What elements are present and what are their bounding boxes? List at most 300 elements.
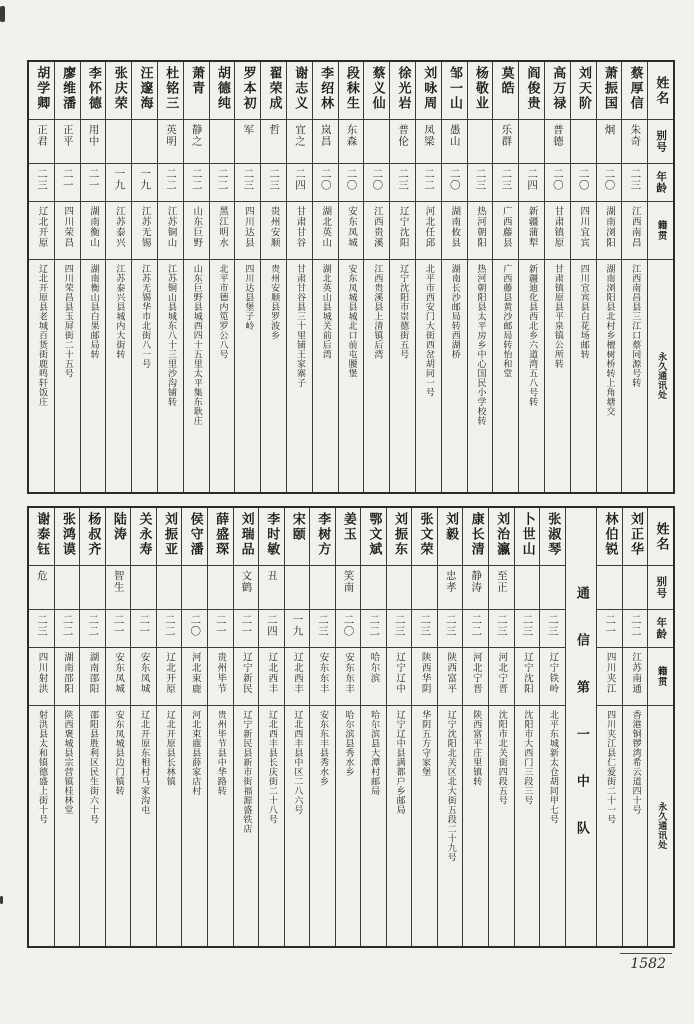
entry-age-cell <box>416 164 441 202</box>
entry-name: 张文荣 <box>417 512 433 557</box>
directory-entry-column <box>309 508 335 946</box>
entry-origin: 安东凤城 <box>138 652 150 694</box>
entry-age: 二三 <box>316 614 329 637</box>
entry-age: 二〇 <box>371 168 384 191</box>
entry-alias-cell <box>623 566 648 610</box>
entry-age-cell <box>468 164 493 202</box>
entry-alias: 炯 <box>603 124 616 136</box>
entry-age: 二二 <box>87 614 100 637</box>
entry-age-cell <box>313 164 338 202</box>
entry-origin-cell <box>364 202 389 260</box>
entry-age: 二〇 <box>189 614 202 637</box>
header-origin-cell <box>648 202 673 260</box>
entry-origin: 安东凤城 <box>346 206 358 248</box>
entry-address: 香港铜锣湾希云道四十号 <box>630 710 641 815</box>
directory-entry-column <box>338 62 364 492</box>
entry-name: 翟荣成 <box>266 66 282 111</box>
entry-alias-cell <box>387 566 412 610</box>
entry-age: 二一 <box>240 614 253 637</box>
entry-name-cell <box>131 508 156 566</box>
entry-name-cell <box>361 508 386 566</box>
entry-name: 张鸿谟 <box>59 512 75 557</box>
entry-origin-cell <box>468 202 493 260</box>
entry-name: 李绍林 <box>318 66 334 111</box>
entry-origin-cell <box>55 202 80 260</box>
entry-alias: 普伦 <box>397 124 410 147</box>
entry-origin-cell <box>361 648 386 706</box>
entry-age: 一九 <box>139 168 152 191</box>
section-divider-column <box>565 508 597 946</box>
entry-origin-cell <box>29 648 54 706</box>
entry-origin: 江苏泰兴 <box>113 206 125 248</box>
entry-origin-cell <box>336 648 361 706</box>
entry-origin: 河北束鹿 <box>189 652 201 694</box>
entry-alias-cell <box>313 120 338 164</box>
directory-entry-column <box>596 508 622 946</box>
header-origin-label: 籍贯 <box>655 220 667 241</box>
entry-alias: 用中 <box>87 124 100 147</box>
entry-age-cell <box>442 164 467 202</box>
entry-address-cell <box>310 706 335 946</box>
entry-alias: 哲 <box>268 124 281 136</box>
entry-origin-cell <box>519 202 544 260</box>
entry-name-cell <box>259 508 284 566</box>
entry-origin: 辽宁辽中 <box>394 652 406 694</box>
entry-alias: 危 <box>35 570 48 582</box>
entry-address-cell <box>623 706 648 946</box>
entry-age: 二四 <box>265 614 278 637</box>
entry-origin-cell <box>106 648 131 706</box>
entry-name: 刘天阶 <box>576 66 592 111</box>
entry-address: 河北束鹿县薛家店村 <box>190 710 201 796</box>
entry-origin: 辽北开原 <box>36 206 48 248</box>
entry-alias-cell <box>519 120 544 164</box>
entry-origin: 辽北西丰 <box>266 652 278 694</box>
entry-origin: 辽宁新民 <box>240 652 252 694</box>
section-divider-cell <box>566 508 597 946</box>
scan-artifact-left <box>0 896 3 904</box>
directory-entry-column <box>156 508 182 946</box>
directory-entry-column <box>131 62 157 492</box>
entry-address-cell <box>261 260 286 492</box>
entry-name: 邹一山 <box>447 66 463 111</box>
entry-origin-cell <box>157 648 182 706</box>
entry-name-cell <box>571 62 596 120</box>
entry-origin-cell <box>287 202 312 260</box>
entry-age: 二三 <box>521 614 534 637</box>
directory-entry-column <box>258 508 284 946</box>
entry-address-cell <box>493 260 518 492</box>
directory-entry-column <box>181 508 207 946</box>
directory-entry-column <box>544 62 570 492</box>
entry-alias-cell <box>81 120 106 164</box>
entry-name-cell <box>597 508 622 566</box>
entry-alias: 朱奇 <box>629 124 642 147</box>
entry-age-cell <box>339 164 364 202</box>
entry-address: 华阴五方守家堡 <box>420 710 431 777</box>
entry-origin-cell <box>55 648 80 706</box>
directory-entry-column <box>80 62 106 492</box>
entry-alias: 普德 <box>551 124 564 147</box>
entry-origin-cell <box>597 648 622 706</box>
entry-origin-cell <box>261 202 286 260</box>
entry-age: 二三 <box>474 168 487 191</box>
entry-alias: 静涛 <box>470 570 483 593</box>
directory-entry-column <box>389 62 415 492</box>
entry-origin-cell <box>515 648 540 706</box>
entry-name: 陆涛 <box>110 512 126 542</box>
entry-age: 二一 <box>87 168 100 191</box>
entry-age-cell <box>80 610 105 648</box>
entry-origin-cell <box>489 648 514 706</box>
entry-name: 阎俊贵 <box>524 66 540 111</box>
entry-origin: 安东凤城 <box>113 652 125 694</box>
entry-address-cell <box>597 706 622 946</box>
entry-age-cell <box>438 610 463 648</box>
entry-origin-cell <box>235 202 260 260</box>
entry-address: 湖南衡山县白果邮局转 <box>88 264 99 359</box>
entry-alias-cell <box>412 566 437 610</box>
entry-name-cell <box>285 508 310 566</box>
entry-address: 北平东城新太仓胡同甲七号 <box>547 710 558 824</box>
entry-age: 二三 <box>268 168 281 191</box>
entry-origin: 江苏铜山 <box>165 206 177 248</box>
entry-origin: 四川射洪 <box>36 652 48 694</box>
entry-name-cell <box>287 62 312 120</box>
entry-age-cell <box>132 164 157 202</box>
directory-entry-column <box>514 508 540 946</box>
entry-address: 沈阳市北关街四段五号 <box>496 710 507 805</box>
entry-origin-cell <box>158 202 183 260</box>
entry-address-cell <box>80 706 105 946</box>
entry-age-cell <box>571 164 596 202</box>
entry-alias: 英明 <box>164 124 177 147</box>
entry-address-cell <box>515 706 540 946</box>
entry-alias-cell <box>622 120 647 164</box>
entry-alias-cell <box>390 120 415 164</box>
entry-alias-cell <box>310 566 335 610</box>
entry-address: 四川宜宾县白花场邮转 <box>578 264 589 359</box>
directory-entry-column <box>209 62 235 492</box>
entry-alias-cell <box>597 566 622 610</box>
entry-origin-cell <box>313 202 338 260</box>
entry-origin-cell <box>545 202 570 260</box>
entry-alias-cell <box>235 120 260 164</box>
entry-name-cell <box>55 62 80 120</box>
entry-name-cell <box>182 508 207 566</box>
entry-name-cell <box>545 62 570 120</box>
entry-alias: 东森 <box>345 124 358 147</box>
entry-address-cell <box>412 706 437 946</box>
entry-address: 陕西褒城县宗营镇桂林堂 <box>62 710 73 815</box>
entry-age: 二二 <box>629 614 642 637</box>
entry-address: 哈尔滨县大潭村邮局 <box>369 710 380 796</box>
entry-name-cell <box>438 508 463 566</box>
entry-address: 贵州安顺县罗波乡 <box>269 264 280 340</box>
entry-origin: 辽宁铁岭 <box>547 652 559 694</box>
entry-name: 宋颐 <box>289 512 305 542</box>
entry-age-cell <box>55 610 80 648</box>
entry-alias-cell <box>80 566 105 610</box>
entry-name-cell <box>235 62 260 120</box>
entry-address: 甘肃甘谷县三十里铺王家寨子 <box>294 264 305 388</box>
entry-origin: 江西贵溪 <box>371 206 383 248</box>
directory-entry-column <box>488 508 514 946</box>
entry-origin-cell <box>310 648 335 706</box>
entry-address: 湖北英山县城关前后湾 <box>320 264 331 359</box>
scan-artifact-top-left <box>0 6 5 22</box>
entry-address: 辽北西丰县长庆街二十八号 <box>266 710 277 824</box>
entry-age: 二一 <box>138 614 151 637</box>
entry-age-cell <box>412 610 437 648</box>
entry-age-cell <box>81 164 106 202</box>
entry-name: 侯守潘 <box>187 512 203 557</box>
entry-age-cell <box>545 164 570 202</box>
entry-age: 二〇 <box>448 168 461 191</box>
entry-age-cell <box>387 610 412 648</box>
entry-origin-cell <box>623 648 648 706</box>
entry-name: 卜世山 <box>519 512 535 557</box>
entry-age: 二二 <box>216 168 229 191</box>
entry-name-cell <box>412 508 437 566</box>
entry-address-cell <box>364 260 389 492</box>
entry-alias-cell <box>364 120 389 164</box>
entry-name-cell <box>515 508 540 566</box>
directory-entry-column <box>492 62 518 492</box>
entry-age-cell <box>210 164 235 202</box>
entry-address-cell <box>158 260 183 492</box>
entry-name: 关永寿 <box>136 512 152 557</box>
entry-age: 二二 <box>163 614 176 637</box>
entry-name: 罗本初 <box>240 66 256 111</box>
entry-name-cell <box>339 62 364 120</box>
directory-entry-column <box>29 62 54 492</box>
header-name-cell <box>648 508 673 566</box>
entry-age-cell <box>493 164 518 202</box>
entry-origin: 湖北英山 <box>320 206 332 248</box>
entry-origin-cell <box>29 202 54 260</box>
entry-address-cell <box>438 706 463 946</box>
entry-address-cell <box>55 260 80 492</box>
entry-address-cell <box>339 260 364 492</box>
header-name-label: 姓名 <box>653 521 669 552</box>
entry-address: 哈尔滨县秀水乡 <box>343 710 354 777</box>
entry-age: 二〇 <box>319 168 332 191</box>
entry-address: 江苏铜山县城东八十三里沙沟铺转 <box>165 264 176 407</box>
entry-name-cell <box>622 62 647 120</box>
entry-address-cell <box>468 260 493 492</box>
entry-address-cell <box>442 260 467 492</box>
entry-alias-cell <box>336 566 361 610</box>
entry-origin: 热河朝阳 <box>475 206 486 248</box>
entry-age-cell <box>597 610 622 648</box>
entry-origin: 甘肃甘谷 <box>294 206 306 248</box>
entry-origin: 湖南邵阳 <box>61 652 73 694</box>
entry-name-cell <box>364 62 389 120</box>
directory-entry-column <box>437 508 463 946</box>
entry-origin: 四川宜宾 <box>578 206 590 248</box>
entry-alias: 智生 <box>112 570 125 593</box>
header-name-label: 姓名 <box>653 75 669 106</box>
entry-alias-cell <box>55 566 80 610</box>
directory-table-bottom <box>27 506 675 948</box>
entry-age-cell <box>489 610 514 648</box>
entry-alias: 丑 <box>265 570 278 582</box>
entry-name-cell <box>29 62 54 120</box>
entry-address-cell <box>106 706 131 946</box>
entry-origin: 湖南浏阳 <box>603 206 615 248</box>
entry-age: 二二 <box>422 168 435 191</box>
entry-alias-cell <box>493 120 518 164</box>
entry-name: 徐光岩 <box>395 66 411 111</box>
entry-alias-cell <box>55 120 80 164</box>
entry-origin-cell <box>387 648 412 706</box>
entry-origin: 湖南邵阳 <box>87 652 99 694</box>
entry-alias: 至正 <box>495 570 508 593</box>
entry-name: 廖维潘 <box>60 66 76 111</box>
entry-origin: 陕西富平 <box>445 652 457 694</box>
entry-name-cell <box>106 62 131 120</box>
entry-name-cell <box>106 508 131 566</box>
directory-entry-column <box>386 508 412 946</box>
directory-entry-column <box>233 508 259 946</box>
entry-alias-cell <box>438 566 463 610</box>
entry-origin: 贵州毕节 <box>215 652 227 694</box>
entry-origin: 新疆蒲犁 <box>526 206 538 248</box>
directory-entry-column <box>462 508 488 946</box>
entry-age-cell <box>515 610 540 648</box>
entry-alias-cell <box>489 566 514 610</box>
entry-name: 蔡厚信 <box>627 66 643 111</box>
entry-alias-cell <box>259 566 284 610</box>
entry-age-cell <box>390 164 415 202</box>
entry-age: 二〇 <box>603 168 616 191</box>
entry-address: 江苏无锡华市北街八一号 <box>140 264 151 369</box>
entry-age-cell <box>131 610 156 648</box>
entry-age-cell <box>182 610 207 648</box>
entry-origin-cell <box>259 648 284 706</box>
entry-name-cell <box>29 508 54 566</box>
entry-alias-cell <box>29 120 54 164</box>
directory-entry-column <box>286 62 312 492</box>
directory-entry-column <box>467 62 493 492</box>
entry-age-cell <box>259 610 284 648</box>
entry-origin: 安东东丰 <box>317 652 329 694</box>
header-alias-label: 别号 <box>655 576 668 599</box>
entry-age-cell <box>540 610 565 648</box>
entry-alias-cell <box>106 120 131 164</box>
entry-name: 萧振国 <box>601 66 617 111</box>
entry-age: 二〇 <box>345 168 358 191</box>
entry-alias-cell <box>285 566 310 610</box>
entry-age-cell <box>310 610 335 648</box>
entry-alias-cell <box>463 566 488 610</box>
entry-alias: 岚昌 <box>319 124 332 147</box>
entry-alias: 文鹤 <box>240 570 253 593</box>
entry-address: 山东巨野县城西四十五里太平集东耿庄 <box>191 264 202 426</box>
directory-table-top <box>27 60 675 494</box>
entry-name-cell <box>336 508 361 566</box>
entry-origin-cell <box>234 648 259 706</box>
entry-name: 胡德纯 <box>214 66 230 111</box>
directory-entry-column <box>29 508 54 946</box>
entry-age-cell <box>106 164 131 202</box>
entry-address-cell <box>182 706 207 946</box>
entry-origin-cell <box>182 648 207 706</box>
entry-age-cell <box>287 164 312 202</box>
entry-name: 杨敬业 <box>472 66 488 111</box>
entry-address: 北平市德内笕罗公八号 <box>217 264 228 359</box>
entry-address-cell <box>540 706 565 946</box>
entry-address-cell <box>287 260 312 492</box>
entry-address-cell <box>81 260 106 492</box>
entry-name-cell <box>463 508 488 566</box>
entry-address-cell <box>210 260 235 492</box>
entry-alias-cell <box>210 120 235 164</box>
entry-address-cell <box>131 706 156 946</box>
entry-address: 辽宁沈阳北关区北大街五段二十九号 <box>445 710 456 862</box>
entry-alias: 宜之 <box>293 124 306 147</box>
entry-alias-cell <box>361 566 386 610</box>
entry-age-cell <box>623 610 648 648</box>
entry-age: 二三 <box>444 614 457 637</box>
entry-name: 康长清 <box>468 512 484 557</box>
directory-entry-column <box>518 62 544 492</box>
entry-address-cell <box>234 706 259 946</box>
page-number: 1582 <box>620 953 672 972</box>
entry-alias-cell <box>597 120 622 164</box>
entry-origin-cell <box>132 202 157 260</box>
directory-entry-column <box>570 62 596 492</box>
entry-alias: 笑南 <box>342 570 355 593</box>
entry-address-cell <box>313 260 338 492</box>
directory-entry-column <box>105 508 131 946</box>
entry-age: 二三 <box>35 168 48 191</box>
header-origin-label: 籍贯 <box>655 666 667 687</box>
entry-age: 二一 <box>214 614 227 637</box>
entry-address-cell <box>387 706 412 946</box>
entry-age-cell <box>622 164 647 202</box>
entry-address: 辽宁辽中县满都户乡邮局 <box>394 710 405 815</box>
entry-origin-cell <box>208 648 233 706</box>
entry-address-cell <box>235 260 260 492</box>
entry-age-cell <box>285 610 310 648</box>
entry-name-cell <box>442 62 467 120</box>
header-age-cell <box>648 164 673 202</box>
entry-alias: 乐群 <box>500 124 513 147</box>
entry-name-cell <box>519 62 544 120</box>
entry-name: 萧青 <box>189 66 205 96</box>
header-age-cell <box>648 610 673 648</box>
entry-address: 湖南长沙邮局转西湖桥 <box>449 264 460 359</box>
entry-address: 辽北开原县长林镇 <box>164 710 175 786</box>
entry-address: 北平市西安门大街西岔胡同一号 <box>423 264 434 397</box>
entry-address: 辽宁新民县新市街福源盛铁店 <box>241 710 252 834</box>
entry-origin-cell <box>81 202 106 260</box>
entry-address-cell <box>29 706 54 946</box>
entry-origin: 辽宁沈阳 <box>397 206 409 248</box>
directory-entry-column <box>411 508 437 946</box>
entry-name-cell <box>81 62 106 120</box>
entry-origin: 河北宁晋 <box>496 652 508 694</box>
header-address-label: 永久通讯处 <box>656 802 667 850</box>
entry-origin-cell <box>184 202 209 260</box>
entry-age-cell <box>261 164 286 202</box>
entry-origin: 辽北开原 <box>164 652 176 694</box>
entry-address-cell <box>361 706 386 946</box>
entry-age: 二三 <box>500 168 513 191</box>
directory-entry-column <box>596 62 622 492</box>
